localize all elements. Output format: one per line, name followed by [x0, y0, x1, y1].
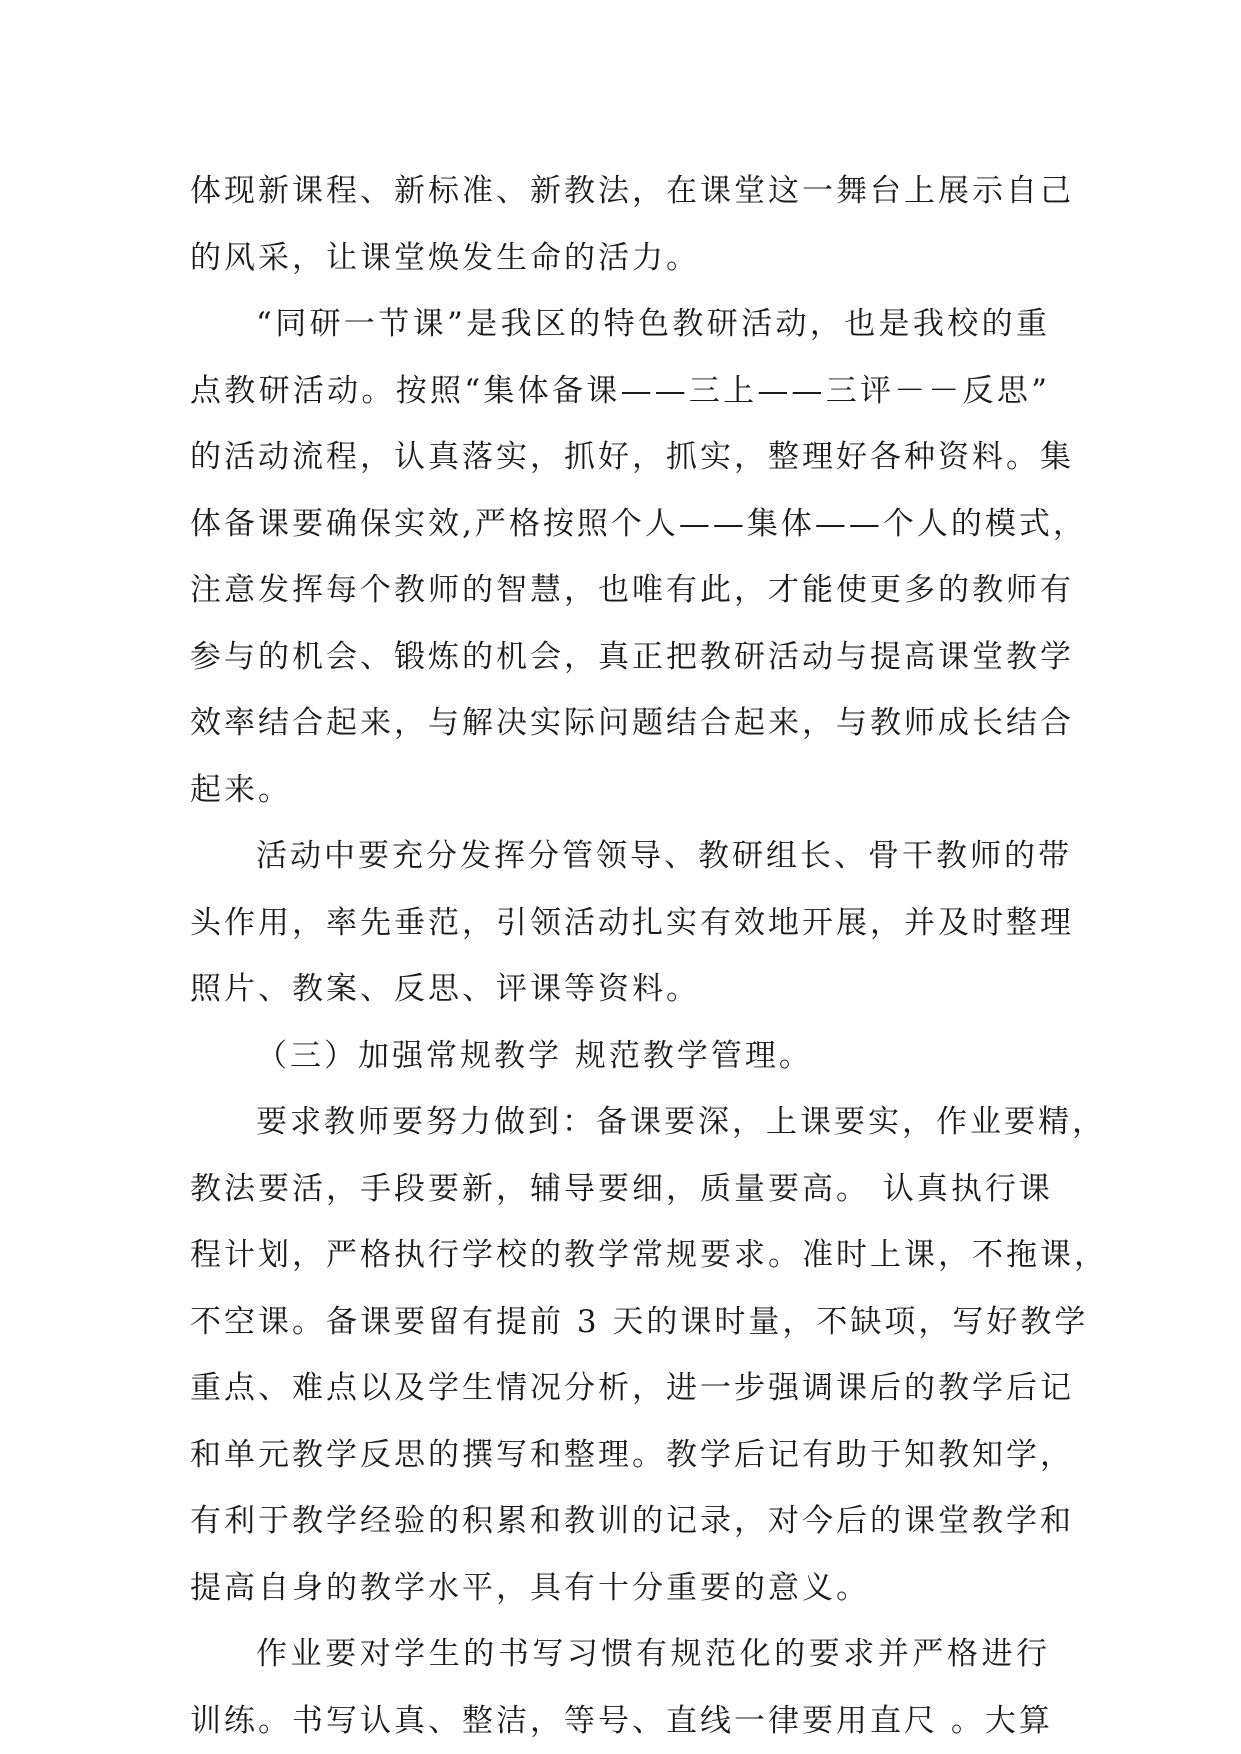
text-line: （三）加强常规教学 规范教学管理。: [256, 1037, 813, 1074]
text-line: 有利于教学经验的积累和教训的记录，对今后的课堂教学和: [190, 1503, 1074, 1539]
text-line: 参与的机会、锻炼的机会，真正把教研活动与提高课堂教学: [190, 638, 1074, 675]
text-line: 点教研活动。按照“集体备课——三上——三评－－反思”: [190, 372, 1050, 409]
text-line: 照片、教案、反思、评课等资料。: [190, 971, 700, 1007]
text-line: 体备课要确保实效,严格按照个人——集体——个人的模式，: [190, 505, 1087, 542]
text-line: 不空课。备课要留有提前 3 天的课时量，不缺项，写好教学: [190, 1303, 1089, 1340]
text-line: 的活动流程，认真落实，抓好，抓实，整理好各种资料。集: [190, 439, 1074, 475]
text-line: 活动中要充分发挥分管领导、教研组长、骨干教师的带: [256, 838, 1072, 874]
text-line: 体现新课程、新标准、新教法，在课堂这一舞台上展示自己: [190, 173, 1074, 209]
text-line: “同研一节课”是我区的特色教研活动，也是我校的重: [256, 306, 1050, 342]
text-line: 作业要对学生的书写习惯有规范化的要求并严格进行: [256, 1636, 1050, 1672]
text-line: 和单元教学反思的撰写和整理。教学后记有助于知教知学，: [190, 1436, 1074, 1473]
text-line: 提高自身的教学水平，具有十分重要的意义。: [190, 1569, 870, 1606]
document-body: [190, 158, 1108, 1754]
text-line: 头作用，率先垂范，引领活动扎实有效地开展，并及时整理: [190, 904, 1074, 941]
text-line: 注意发挥每个教师的智慧，也唯有此，才能使更多的教师有: [190, 572, 1074, 608]
text-line: 要求教师要努力做到：备课要深，上课要实，作业要精，: [256, 1104, 1106, 1140]
text-line: 的风采，让课堂焕发生命的活力。: [190, 239, 700, 276]
text-line: 效率结合起来，与解决实际问题结合起来，与教师成长结合: [190, 705, 1074, 741]
text-line: 教法要活，手段要新，辅导要细，质量要高。 认真执行课: [190, 1170, 1053, 1207]
text-line: 起来。: [190, 771, 292, 808]
text-line: 训练。书写认真、整洁，等号、直线一律要用直尺 。大算: [190, 1702, 1053, 1739]
text-line: 重点、难点以及学生情况分析，进一步强调课后的教学后记: [190, 1370, 1074, 1406]
text-line: 程计划，严格执行学校的教学常规要求。准时上课，不拖课，: [190, 1237, 1108, 1273]
